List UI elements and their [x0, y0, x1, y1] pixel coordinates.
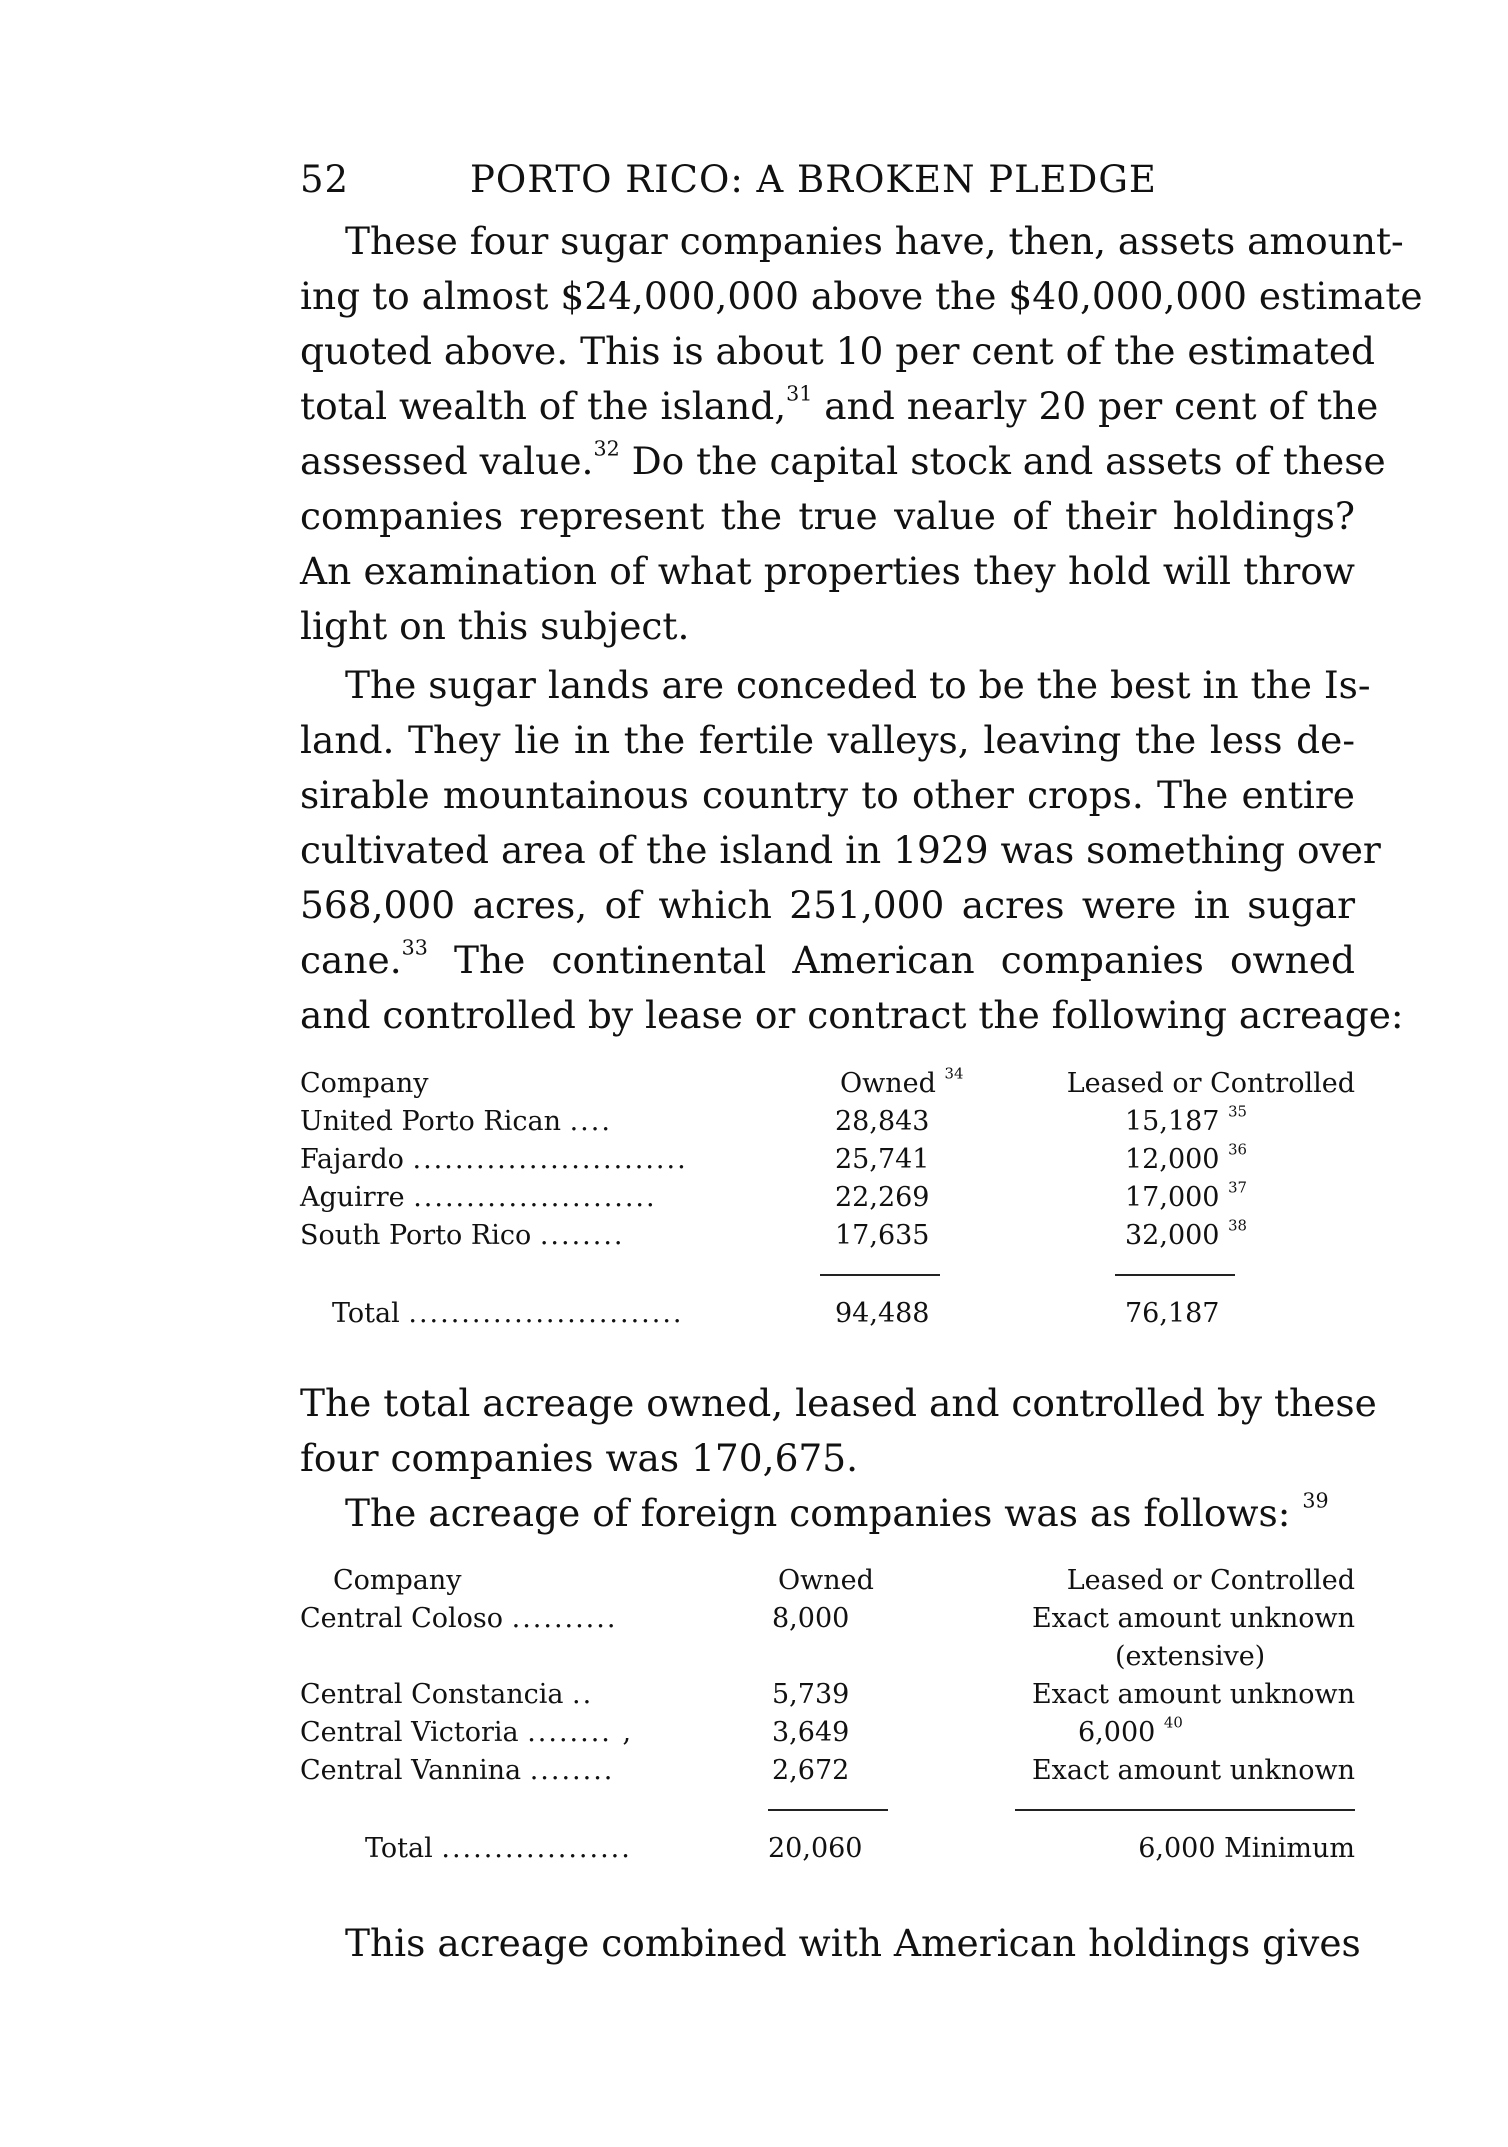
column-header-owned: Owned	[778, 1565, 874, 1596]
leased-cell: Exact amount unknown	[1031, 1755, 1355, 1786]
leased-value: 32,000	[1125, 1220, 1220, 1251]
company-name: Fajardo	[300, 1144, 404, 1175]
table-row	[300, 1216, 1355, 1258]
total-cell	[332, 1298, 684, 1329]
owned-cell: 2,672	[772, 1755, 850, 1786]
owned-cell: 28,843	[835, 1106, 930, 1137]
owned-cell: 8,000	[772, 1603, 850, 1634]
footnote-ref-31: 31	[786, 381, 813, 406]
text-line	[300, 434, 1386, 489]
text-segment: assessed value.	[300, 439, 594, 483]
table-row	[300, 1755, 1355, 1793]
owned-cell: 22,269	[835, 1182, 930, 1213]
text-line: four companies was 170,675.	[300, 1436, 859, 1480]
sum-rule	[768, 1809, 888, 1811]
owned-cell: 3,649	[772, 1717, 850, 1748]
owned-total: 94,488	[835, 1298, 930, 1329]
sum-rule	[1115, 1274, 1235, 1276]
footnote-ref-39: 39	[1302, 1488, 1329, 1513]
text-line	[300, 933, 1355, 988]
column-header-company: Company	[300, 1068, 429, 1099]
paragraph-combined	[300, 1916, 1361, 1971]
dot-leader: ........	[539, 1220, 625, 1251]
dot-leader: ........ ,	[527, 1717, 634, 1748]
leased-cell	[1125, 1216, 1247, 1251]
company-cell	[300, 1144, 688, 1175]
leased-value: 15,187	[1125, 1106, 1220, 1137]
dot-leader: ..........................	[408, 1298, 684, 1329]
table-header-row	[300, 1565, 1355, 1603]
table-row	[300, 1641, 1355, 1679]
text-segment: The continental American companies owned	[427, 938, 1355, 982]
leased-cell: Exact amount unknown	[1031, 1679, 1355, 1710]
footnote-ref: 35	[1228, 1102, 1247, 1121]
column-header-leased: Leased or Controlled	[1066, 1565, 1355, 1596]
text-line: sirable mountainous country to other crops. The entire	[300, 773, 1355, 817]
text-line: quoted above. This is about 10 per cent of the estimated	[300, 329, 1376, 373]
company-name: Central Vannina	[300, 1755, 522, 1786]
leased-value: 12,000	[1125, 1144, 1220, 1175]
company-name: Central Victoria	[300, 1717, 519, 1748]
column-header-owned	[840, 1064, 964, 1099]
footnote-ref: 38	[1228, 1216, 1247, 1235]
text-line: This acreage combined with American holdings gives	[345, 1921, 1361, 1965]
table-row	[300, 1713, 1355, 1755]
footnote-ref-33: 33	[401, 935, 428, 960]
table-header-row	[300, 1064, 1355, 1106]
dot-leader: ..	[572, 1679, 594, 1710]
company-name: Aguirre	[300, 1182, 405, 1213]
table-row	[300, 1679, 1355, 1717]
paragraph-sugar-lands	[300, 658, 1404, 1043]
leased-value: 6,000	[1078, 1717, 1156, 1748]
text-line: companies represent the true value of their holdings?	[300, 494, 1355, 538]
total-label: Total	[365, 1833, 433, 1864]
leased-cell	[1125, 1140, 1247, 1175]
company-name: South Porto Rico	[300, 1220, 532, 1251]
total-label: Total	[332, 1298, 400, 1329]
total-row	[300, 1298, 1355, 1336]
total-row	[300, 1833, 1355, 1871]
text-line: These four sugar companies have, then, assets amount-	[345, 219, 1404, 263]
leased-cell	[1125, 1178, 1247, 1213]
footnote-ref: 37	[1228, 1178, 1247, 1197]
running-header	[300, 158, 1355, 208]
footnote-ref-32: 32	[593, 436, 620, 461]
owned-cell: 5,739	[772, 1679, 850, 1710]
header-text: Owned	[840, 1068, 936, 1099]
company-cell	[300, 1182, 657, 1213]
text-line	[300, 1486, 1355, 1541]
text-segment: The acreage of foreign companies was as follows:	[345, 1491, 1291, 1535]
owned-cell: 17,635	[835, 1220, 930, 1251]
text-line: The sugar lands are conceded to be the best in the Is-	[345, 663, 1371, 707]
dot-leader: ....	[569, 1106, 612, 1137]
text-line: and controlled by lease or contract the following acreage:	[300, 993, 1404, 1037]
dot-leader: ..................	[441, 1833, 632, 1864]
column-header-leased: Leased or Controlled	[1066, 1068, 1355, 1099]
table-row	[300, 1102, 1355, 1144]
text-line: An examination of what properties they hold will throw	[300, 549, 1355, 593]
column-header-company: Company	[333, 1565, 462, 1596]
leased-cell	[1078, 1713, 1183, 1748]
dot-leader: .......................	[413, 1182, 657, 1213]
text-line: The total acreage owned, leased and controlled by these	[300, 1381, 1377, 1425]
company-cell	[300, 1603, 617, 1634]
owned-total: 20,060	[768, 1833, 863, 1864]
sum-rule	[1015, 1809, 1355, 1811]
dot-leader: ..........................	[412, 1144, 688, 1175]
company-name: Central Coloso	[300, 1603, 504, 1634]
text-segment: Do the capital stock and assets of these	[619, 439, 1386, 483]
text-line: land. They lie in the fertile valleys, leaving the less de-	[300, 718, 1355, 762]
text-line: 568,000 acres, of which 251,000 acres were in sugar	[300, 883, 1355, 927]
text-line: cultivated area of the island in 1929 was something over	[300, 828, 1381, 872]
leased-cell	[1125, 1102, 1247, 1137]
paragraph-assets	[300, 214, 1423, 654]
table-row	[300, 1178, 1355, 1220]
text-line: light on this subject.	[300, 604, 690, 648]
footnote-ref-34: 34	[944, 1064, 964, 1083]
leased-note: (extensive)	[1115, 1641, 1266, 1672]
leased-value: 17,000	[1125, 1182, 1220, 1213]
leased-total: 6,000 Minimum	[1138, 1833, 1355, 1864]
text-line: ing to almost $24,000,000 above the $40,000,000 estimate	[300, 274, 1423, 318]
text-segment: cane.	[300, 938, 402, 982]
text-segment: and nearly 20 per cent of the	[812, 384, 1379, 428]
table-row	[300, 1140, 1355, 1182]
footnote-ref: 36	[1228, 1140, 1247, 1159]
leased-total: 76,187	[1125, 1298, 1220, 1329]
footnote-ref-40: 40	[1163, 1713, 1183, 1732]
company-cell	[300, 1220, 625, 1251]
sum-rule	[820, 1274, 940, 1276]
text-line	[300, 379, 1379, 434]
table-row	[300, 1603, 1355, 1641]
running-title: PORTO RICO: A BROKEN PLEDGE	[470, 158, 1157, 201]
company-cell	[300, 1106, 612, 1137]
text-segment: total wealth of the island,	[300, 384, 787, 428]
page-number: 52	[300, 158, 350, 201]
company-cell	[300, 1717, 633, 1748]
paragraph-total-acreage	[300, 1376, 1377, 1541]
company-cell	[300, 1679, 593, 1710]
leased-cell: Exact amount unknown	[1031, 1603, 1355, 1634]
company-cell	[300, 1755, 614, 1786]
company-name: United Porto Rican	[300, 1106, 561, 1137]
company-name: Central Constancia	[300, 1679, 564, 1710]
owned-cell: 25,741	[835, 1144, 930, 1175]
dot-leader: ..........	[511, 1603, 618, 1634]
total-cell	[365, 1833, 632, 1864]
dot-leader: ........	[529, 1755, 615, 1786]
